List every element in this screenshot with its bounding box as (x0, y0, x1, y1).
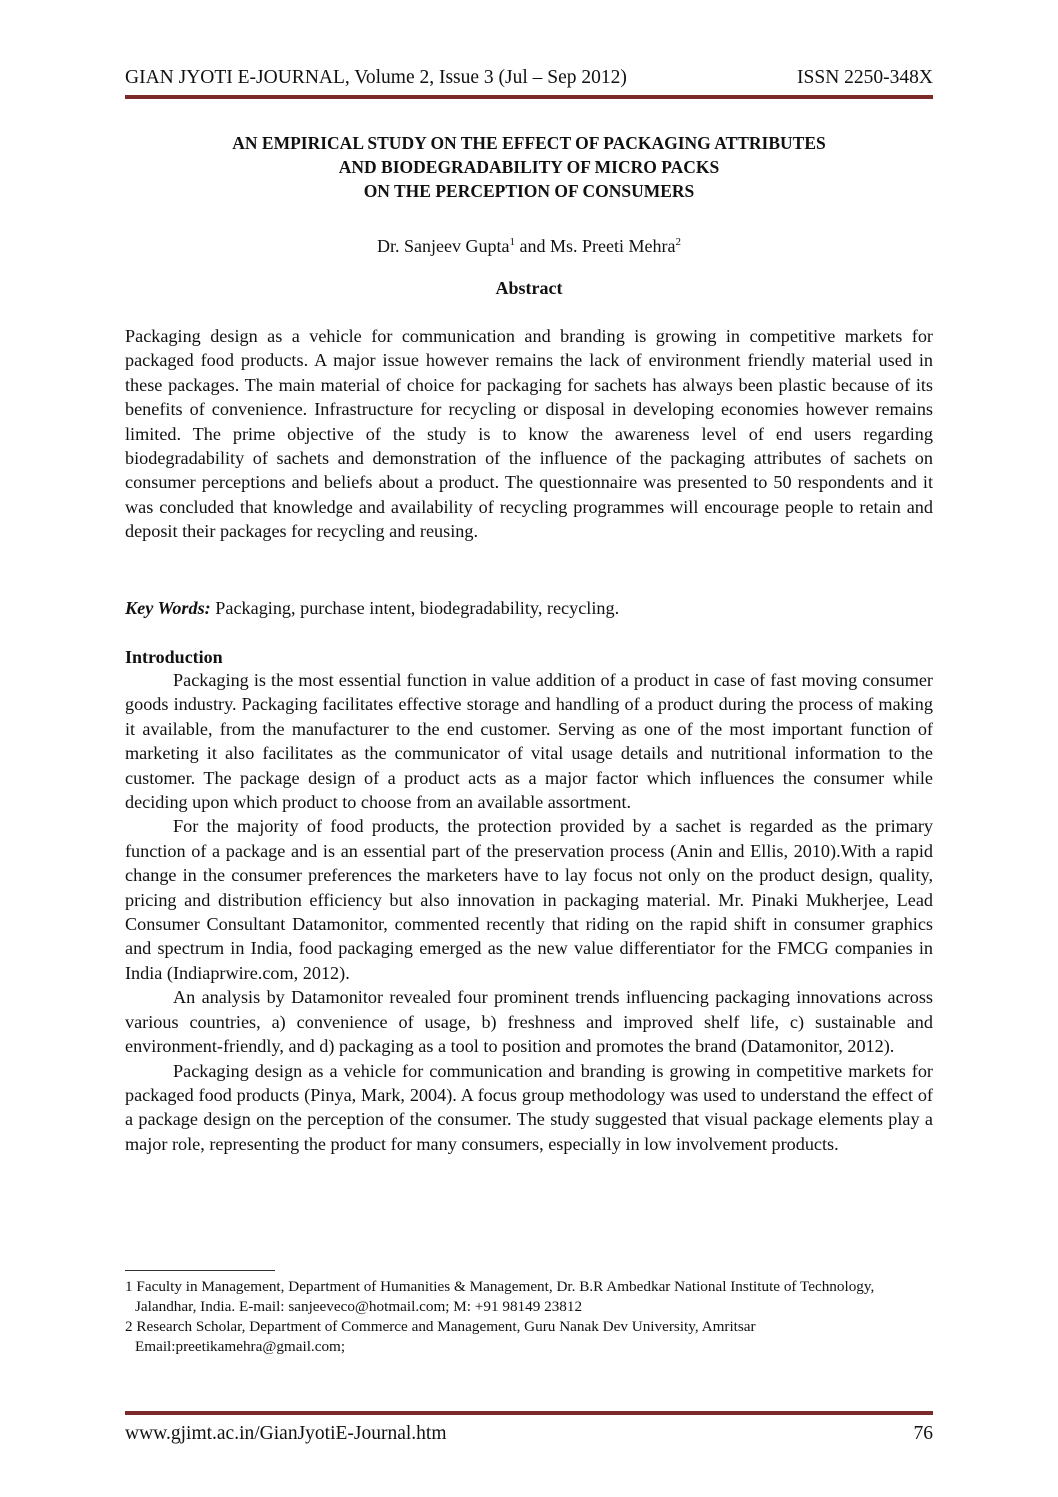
introduction-paragraph: For the majority of food products, the protection provided by a sachet is regarded as the primary function of a package and is an essential part of the preservation process (Anin and Ellis, 2010).With a rapid change in the consumer preferences the marketers have to lay focus not only on the product design, quality, pricing and distribution efficiency but also innovation in packaging material. Mr. Pinaki Mukherjee, Lead Consumer Consultant Datamonitor, commented recently that riding on the rapid shift in consumer graphics and spectrum in India, food packaging emerged as the new value differentiator for the FMCG companies in India (Indiaprwire.com, 2012). (125, 816, 933, 983)
keywords (125, 596, 933, 620)
author-2-affiliation-mark: 2 (675, 236, 681, 248)
author-connector: and (514, 236, 550, 256)
keywords-text: Packaging, purchase intent, biodegradability, recycling. (210, 598, 620, 618)
journal-url[interactable]: www.gjimt.ac.in/GianJyotiE-Journal.htm (125, 1423, 447, 1444)
introduction-paragraph: Packaging design as a vehicle for communication and branding is growing in competitive markets for packaged food products (Pinya, Mark, 2004). A focus group methodology was used to understand the effect of a package design on the perception of the consumer. The study suggested that visual package elements play a major role, representing the product for many consumers, especially in low involvement products. (125, 1060, 933, 1154)
introduction-paragraph: Packaging is the most essential function in value addition of a product in case of fast moving consumer goods industry. Packaging facilitates effective storage and handling of a product during the process of making it available, from the manufacturer to the end customer. Serving as one of the most important function of marketing it also facilitates as the communicator of vital usage details and nutritional information to the customer. The package design of a product acts as a major factor which influences the consumer while deciding upon which product to choose from an available assortment. (125, 670, 933, 813)
author-2: Ms. Preeti Mehra (549, 236, 676, 256)
footnote-separator (125, 1270, 275, 1271)
title-line-2: AND BIODEGRADABILITY OF MICRO PACKS (338, 157, 720, 177)
footnotes (125, 1277, 933, 1357)
abstract-heading: Abstract (495, 278, 563, 298)
footnote-1: 1 Faculty in Management, Department of Humanities & Management, Dr. B.R Ambedkar National Institute of Technology, Jalandhar, India. E-mail: sanjeeveco@hotmail.com; M: +91 98149 23812 (125, 1278, 875, 1315)
author-1-affiliation-mark: 1 (509, 236, 515, 248)
paper-page (125, 0, 933, 1497)
footnote-2: 2 Research Scholar, Department of Commerce and Management, Guru Nanak Dev University, Amritsar Email:preetikamehra@gmail.com; (125, 1318, 756, 1355)
keywords-label: Key Words: (125, 598, 211, 618)
introduction-body (125, 668, 933, 1156)
introduction-heading: Introduction (125, 647, 223, 667)
footer-rule (125, 1411, 933, 1415)
author-line (125, 229, 933, 259)
page-number: 76 (913, 1423, 933, 1444)
running-footer (125, 1421, 933, 1447)
abstract-text: Packaging design as a vehicle for communication and branding is growing in competitive markets for packaged food products. A major issue however remains the lack of environment friendly material used in these packages. The main material of choice for packaging for sachets has always been plastic because of its benefits of convenience. Infrastructure for recycling or disposal in developing economies however remains limited. The prime objective of the study is to know the awareness level of end users regarding biodegradability of sachets and demonstration of the influence of the packaging attributes of sachets on consumer perceptions and beliefs about a product. The questionnaire was presented to 50 respondents and it was concluded that knowledge and availability of recycling programmes will encourage people to retain and deposit their packages for recycling and reusing. (125, 326, 933, 542)
title-line-1: AN EMPIRICAL STUDY ON THE EFFECT OF PACKAGING ATTRIBUTES (232, 133, 826, 153)
journal-name: GIAN JYOTI E-JOURNAL, Volume 2, Issue 3 (Jul – Sep 2012) (125, 67, 627, 88)
author-1: Dr. Sanjeev Gupta (377, 236, 510, 256)
running-header (125, 66, 933, 90)
issn: ISSN 2250-348X (797, 67, 933, 88)
paper-title (125, 131, 933, 203)
title-line-3: ON THE PERCEPTION OF CONSUMERS (363, 181, 695, 201)
header-rule (125, 95, 933, 99)
introduction-paragraph: An analysis by Datamonitor revealed four prominent trends influencing packaging innovations across various countries, a) convenience of usage, b) freshness and improved shelf life, c) sustainable and environment-friendly, and d) packaging as a tool to position and promotes the brand (Datamonitor, 2012). (125, 987, 933, 1057)
